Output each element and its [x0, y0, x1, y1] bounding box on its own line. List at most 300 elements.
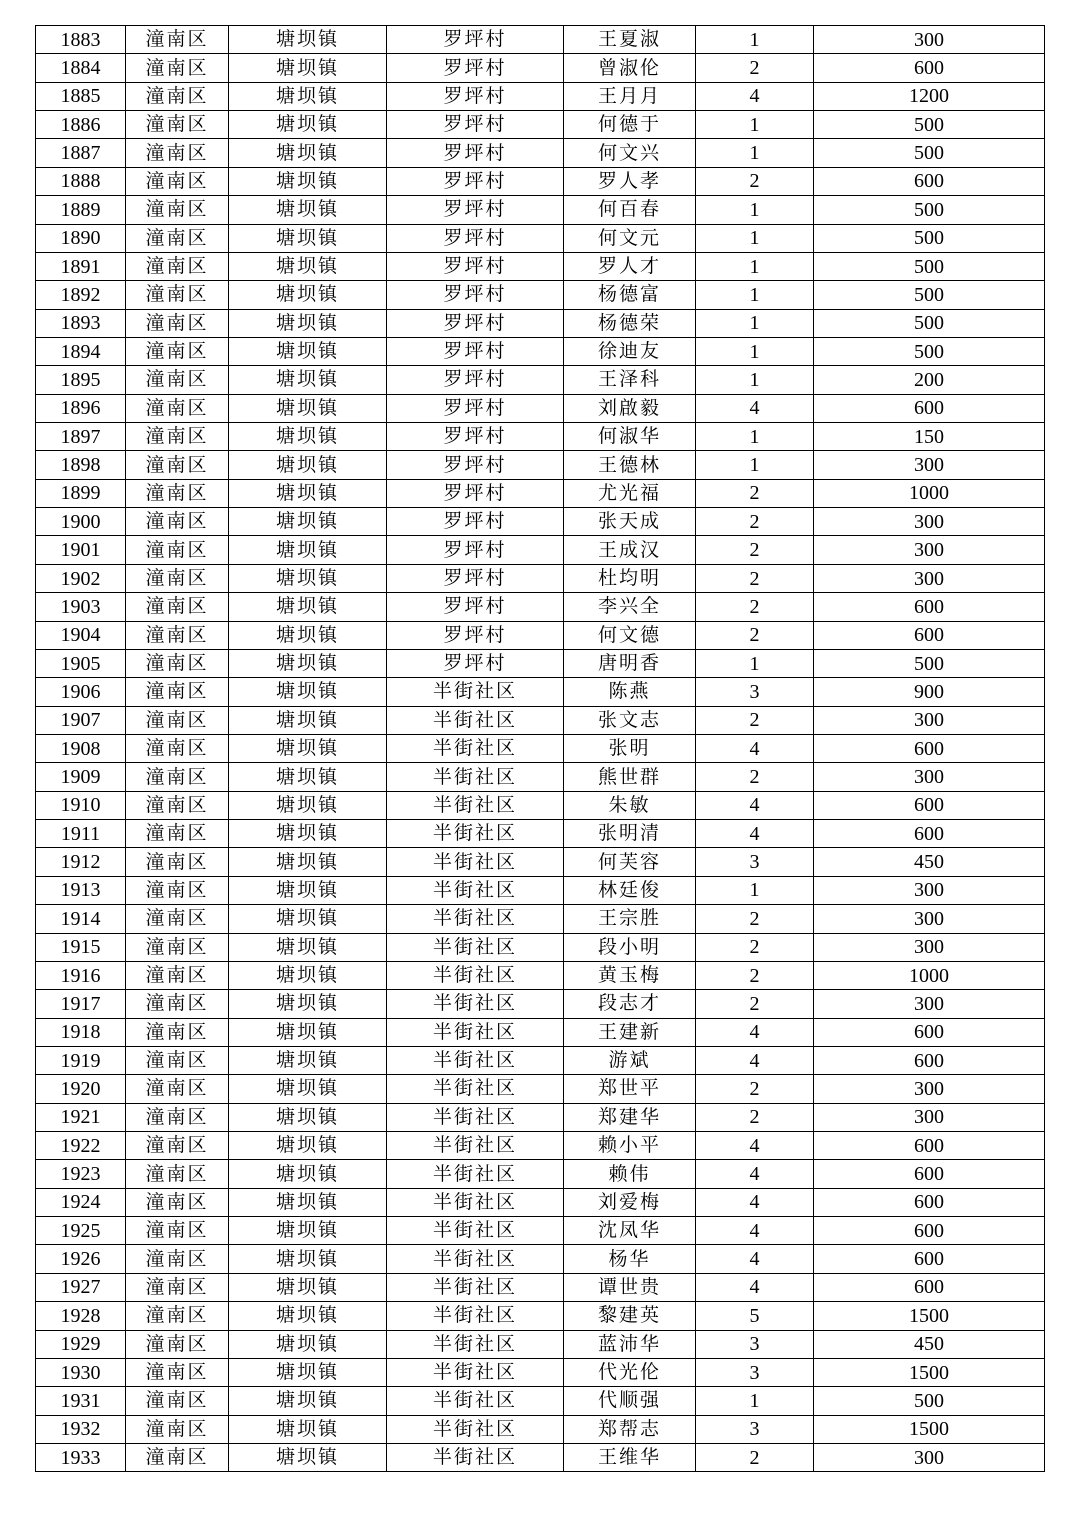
amount-cell: 300	[814, 763, 1045, 791]
table-row	[36, 990, 1045, 1018]
district-cell: 潼南区	[126, 1273, 229, 1301]
table-row	[36, 451, 1045, 479]
village-cell: 罗坪村	[387, 394, 564, 422]
serial-number-cell: 1893	[36, 309, 126, 337]
amount-cell: 450	[814, 1330, 1045, 1358]
household-size-cell: 3	[696, 678, 814, 706]
serial-number-cell: 1906	[36, 678, 126, 706]
serial-number-cell: 1917	[36, 990, 126, 1018]
serial-number-cell: 1902	[36, 564, 126, 592]
district-cell: 潼南区	[126, 876, 229, 904]
town-cell: 塘坝镇	[229, 26, 387, 54]
town-cell: 塘坝镇	[229, 366, 387, 394]
village-cell: 半街社区	[387, 1018, 564, 1046]
district-cell: 潼南区	[126, 82, 229, 110]
village-cell: 罗坪村	[387, 536, 564, 564]
village-cell: 罗坪村	[387, 366, 564, 394]
village-cell: 罗坪村	[387, 621, 564, 649]
district-cell: 潼南区	[126, 394, 229, 422]
amount-cell: 600	[814, 593, 1045, 621]
town-cell: 塘坝镇	[229, 423, 387, 451]
town-cell: 塘坝镇	[229, 1330, 387, 1358]
household-size-cell: 4	[696, 1245, 814, 1273]
name-cell: 王成汉	[564, 536, 696, 564]
household-size-cell: 2	[696, 167, 814, 195]
table-row	[36, 111, 1045, 139]
table-row	[36, 196, 1045, 224]
table-row	[36, 905, 1045, 933]
table-row	[36, 1217, 1045, 1245]
table-row	[36, 309, 1045, 337]
amount-cell: 500	[814, 252, 1045, 280]
town-cell: 塘坝镇	[229, 1217, 387, 1245]
name-cell: 何百春	[564, 196, 696, 224]
name-cell: 王宗胜	[564, 905, 696, 933]
household-size-cell: 2	[696, 990, 814, 1018]
name-cell: 杨德荣	[564, 309, 696, 337]
household-size-cell: 2	[696, 933, 814, 961]
name-cell: 王德林	[564, 451, 696, 479]
district-cell: 潼南区	[126, 1046, 229, 1074]
village-cell: 半街社区	[387, 1217, 564, 1245]
table-row	[36, 820, 1045, 848]
amount-cell: 300	[814, 536, 1045, 564]
town-cell: 塘坝镇	[229, 1245, 387, 1273]
village-cell: 罗坪村	[387, 196, 564, 224]
amount-cell: 500	[814, 111, 1045, 139]
name-cell: 陈燕	[564, 678, 696, 706]
district-cell: 潼南区	[126, 337, 229, 365]
amount-cell: 300	[814, 26, 1045, 54]
amount-cell: 500	[814, 196, 1045, 224]
household-size-cell: 1	[696, 649, 814, 677]
district-cell: 潼南区	[126, 1188, 229, 1216]
name-cell: 段小明	[564, 933, 696, 961]
district-cell: 潼南区	[126, 763, 229, 791]
district-cell: 潼南区	[126, 820, 229, 848]
household-size-cell: 1	[696, 281, 814, 309]
name-cell: 熊世群	[564, 763, 696, 791]
household-size-cell: 3	[696, 1358, 814, 1386]
amount-cell: 300	[814, 564, 1045, 592]
amount-cell: 300	[814, 508, 1045, 536]
amount-cell: 600	[814, 1273, 1045, 1301]
name-cell: 赖小平	[564, 1132, 696, 1160]
amount-cell: 300	[814, 1103, 1045, 1131]
serial-number-cell: 1897	[36, 423, 126, 451]
name-cell: 何芙容	[564, 848, 696, 876]
table-row	[36, 876, 1045, 904]
town-cell: 塘坝镇	[229, 820, 387, 848]
serial-number-cell: 1931	[36, 1387, 126, 1415]
name-cell: 张明清	[564, 820, 696, 848]
serial-number-cell: 1930	[36, 1358, 126, 1386]
name-cell: 赖伟	[564, 1160, 696, 1188]
amount-cell: 600	[814, 1132, 1045, 1160]
village-cell: 罗坪村	[387, 451, 564, 479]
household-size-cell: 1	[696, 224, 814, 252]
table-row	[36, 763, 1045, 791]
name-cell: 杜均明	[564, 564, 696, 592]
table-row	[36, 252, 1045, 280]
village-cell: 半街社区	[387, 1245, 564, 1273]
village-cell: 半街社区	[387, 706, 564, 734]
town-cell: 塘坝镇	[229, 1103, 387, 1131]
town-cell: 塘坝镇	[229, 224, 387, 252]
town-cell: 塘坝镇	[229, 1188, 387, 1216]
district-cell: 潼南区	[126, 508, 229, 536]
village-cell: 罗坪村	[387, 309, 564, 337]
town-cell: 塘坝镇	[229, 876, 387, 904]
serial-number-cell: 1921	[36, 1103, 126, 1131]
town-cell: 塘坝镇	[229, 1075, 387, 1103]
district-cell: 潼南区	[126, 678, 229, 706]
district-cell: 潼南区	[126, 1075, 229, 1103]
name-cell: 何文元	[564, 224, 696, 252]
name-cell: 何淑华	[564, 423, 696, 451]
serial-number-cell: 1898	[36, 451, 126, 479]
name-cell: 郑世平	[564, 1075, 696, 1103]
village-cell: 罗坪村	[387, 252, 564, 280]
serial-number-cell: 1901	[36, 536, 126, 564]
table-row	[36, 593, 1045, 621]
district-cell: 潼南区	[126, 309, 229, 337]
table-row	[36, 139, 1045, 167]
amount-cell: 1500	[814, 1415, 1045, 1443]
town-cell: 塘坝镇	[229, 394, 387, 422]
village-cell: 罗坪村	[387, 224, 564, 252]
serial-number-cell: 1916	[36, 961, 126, 989]
amount-cell: 450	[814, 848, 1045, 876]
town-cell: 塘坝镇	[229, 281, 387, 309]
household-size-cell: 4	[696, 1018, 814, 1046]
village-cell: 罗坪村	[387, 139, 564, 167]
amount-cell: 300	[814, 990, 1045, 1018]
serial-number-cell: 1927	[36, 1273, 126, 1301]
serial-number-cell: 1918	[36, 1018, 126, 1046]
serial-number-cell: 1887	[36, 139, 126, 167]
serial-number-cell: 1925	[36, 1217, 126, 1245]
village-cell: 半街社区	[387, 1075, 564, 1103]
village-cell: 半街社区	[387, 1188, 564, 1216]
table-row	[36, 706, 1045, 734]
district-cell: 潼南区	[126, 1443, 229, 1471]
table-row	[36, 848, 1045, 876]
household-size-cell: 2	[696, 593, 814, 621]
serial-number-cell: 1892	[36, 281, 126, 309]
name-cell: 张明	[564, 734, 696, 762]
town-cell: 塘坝镇	[229, 791, 387, 819]
table-row	[36, 1358, 1045, 1386]
amount-cell: 300	[814, 706, 1045, 734]
household-size-cell: 2	[696, 536, 814, 564]
name-cell: 何文兴	[564, 139, 696, 167]
household-size-cell: 2	[696, 508, 814, 536]
district-cell: 潼南区	[126, 1103, 229, 1131]
serial-number-cell: 1891	[36, 252, 126, 280]
district-cell: 潼南区	[126, 26, 229, 54]
name-cell: 曾淑伦	[564, 54, 696, 82]
serial-number-cell: 1932	[36, 1415, 126, 1443]
table-row	[36, 423, 1045, 451]
village-cell: 半街社区	[387, 1443, 564, 1471]
table-row	[36, 678, 1045, 706]
table-row	[36, 1160, 1045, 1188]
district-cell: 潼南区	[126, 423, 229, 451]
name-cell: 王建新	[564, 1018, 696, 1046]
household-size-cell: 4	[696, 1217, 814, 1245]
serial-number-cell: 1889	[36, 196, 126, 224]
table-body	[36, 26, 1045, 1472]
village-cell: 半街社区	[387, 763, 564, 791]
town-cell: 塘坝镇	[229, 479, 387, 507]
table-row	[36, 1046, 1045, 1074]
household-size-cell: 1	[696, 876, 814, 904]
village-cell: 罗坪村	[387, 111, 564, 139]
district-cell: 潼南区	[126, 536, 229, 564]
household-size-cell: 1	[696, 1387, 814, 1415]
serial-number-cell: 1926	[36, 1245, 126, 1273]
town-cell: 塘坝镇	[229, 678, 387, 706]
town-cell: 塘坝镇	[229, 593, 387, 621]
household-size-cell: 1	[696, 366, 814, 394]
table-row	[36, 1018, 1045, 1046]
town-cell: 塘坝镇	[229, 111, 387, 139]
name-cell: 林廷俊	[564, 876, 696, 904]
town-cell: 塘坝镇	[229, 848, 387, 876]
amount-cell: 300	[814, 1075, 1045, 1103]
town-cell: 塘坝镇	[229, 167, 387, 195]
household-size-cell: 4	[696, 1273, 814, 1301]
household-size-cell: 4	[696, 791, 814, 819]
town-cell: 塘坝镇	[229, 309, 387, 337]
amount-cell: 300	[814, 876, 1045, 904]
household-size-cell: 1	[696, 451, 814, 479]
name-cell: 刘啟毅	[564, 394, 696, 422]
name-cell: 王夏淑	[564, 26, 696, 54]
name-cell: 王月月	[564, 82, 696, 110]
household-size-cell: 2	[696, 1103, 814, 1131]
name-cell: 唐明香	[564, 649, 696, 677]
serial-number-cell: 1910	[36, 791, 126, 819]
amount-cell: 600	[814, 1046, 1045, 1074]
district-cell: 潼南区	[126, 961, 229, 989]
serial-number-cell: 1900	[36, 508, 126, 536]
town-cell: 塘坝镇	[229, 451, 387, 479]
serial-number-cell: 1924	[36, 1188, 126, 1216]
village-cell: 半街社区	[387, 1415, 564, 1443]
table-row	[36, 1273, 1045, 1301]
serial-number-cell: 1883	[36, 26, 126, 54]
town-cell: 塘坝镇	[229, 252, 387, 280]
name-cell: 杨德富	[564, 281, 696, 309]
village-cell: 半街社区	[387, 791, 564, 819]
serial-number-cell: 1933	[36, 1443, 126, 1471]
serial-number-cell: 1920	[36, 1075, 126, 1103]
household-size-cell: 4	[696, 734, 814, 762]
district-cell: 潼南区	[126, 593, 229, 621]
table-row	[36, 536, 1045, 564]
village-cell: 半街社区	[387, 1387, 564, 1415]
table-row	[36, 1387, 1045, 1415]
serial-number-cell: 1888	[36, 167, 126, 195]
village-cell: 罗坪村	[387, 54, 564, 82]
serial-number-cell: 1911	[36, 820, 126, 848]
household-size-cell: 1	[696, 196, 814, 224]
town-cell: 塘坝镇	[229, 933, 387, 961]
household-size-cell: 2	[696, 621, 814, 649]
village-cell: 半街社区	[387, 1302, 564, 1330]
village-cell: 半街社区	[387, 1103, 564, 1131]
village-cell: 罗坪村	[387, 508, 564, 536]
serial-number-cell: 1885	[36, 82, 126, 110]
town-cell: 塘坝镇	[229, 1415, 387, 1443]
household-size-cell: 1	[696, 111, 814, 139]
name-cell: 黎建英	[564, 1302, 696, 1330]
district-cell: 潼南区	[126, 621, 229, 649]
name-cell: 黄玉梅	[564, 961, 696, 989]
household-size-cell: 1	[696, 26, 814, 54]
serial-number-cell: 1922	[36, 1132, 126, 1160]
town-cell: 塘坝镇	[229, 54, 387, 82]
name-cell: 罗人孝	[564, 167, 696, 195]
household-size-cell: 1	[696, 337, 814, 365]
village-cell: 罗坪村	[387, 82, 564, 110]
district-cell: 潼南区	[126, 848, 229, 876]
name-cell: 罗人才	[564, 252, 696, 280]
household-size-cell: 2	[696, 706, 814, 734]
household-size-cell: 2	[696, 564, 814, 592]
table-row	[36, 734, 1045, 762]
amount-cell: 600	[814, 791, 1045, 819]
village-cell: 半街社区	[387, 1132, 564, 1160]
table-row	[36, 1245, 1045, 1273]
table-row	[36, 394, 1045, 422]
town-cell: 塘坝镇	[229, 1358, 387, 1386]
table-row	[36, 649, 1045, 677]
amount-cell: 600	[814, 820, 1045, 848]
district-cell: 潼南区	[126, 252, 229, 280]
table-row	[36, 54, 1045, 82]
serial-number-cell: 1923	[36, 1160, 126, 1188]
table-row	[36, 1330, 1045, 1358]
serial-number-cell: 1896	[36, 394, 126, 422]
serial-number-cell: 1915	[36, 933, 126, 961]
village-cell: 半街社区	[387, 848, 564, 876]
district-cell: 潼南区	[126, 224, 229, 252]
name-cell: 王泽科	[564, 366, 696, 394]
district-cell: 潼南区	[126, 1018, 229, 1046]
district-cell: 潼南区	[126, 1245, 229, 1273]
name-cell: 代光伦	[564, 1358, 696, 1386]
name-cell: 谭世贵	[564, 1273, 696, 1301]
name-cell: 张天成	[564, 508, 696, 536]
table-row	[36, 26, 1045, 54]
household-size-cell: 2	[696, 905, 814, 933]
table-row	[36, 479, 1045, 507]
name-cell: 代顺强	[564, 1387, 696, 1415]
household-size-cell: 3	[696, 848, 814, 876]
village-cell: 半街社区	[387, 1330, 564, 1358]
town-cell: 塘坝镇	[229, 763, 387, 791]
name-cell: 游斌	[564, 1046, 696, 1074]
amount-cell: 500	[814, 281, 1045, 309]
table-row	[36, 961, 1045, 989]
amount-cell: 600	[814, 167, 1045, 195]
household-size-cell: 4	[696, 82, 814, 110]
serial-number-cell: 1907	[36, 706, 126, 734]
town-cell: 塘坝镇	[229, 621, 387, 649]
town-cell: 塘坝镇	[229, 1302, 387, 1330]
name-cell: 杨华	[564, 1245, 696, 1273]
name-cell: 沈凤华	[564, 1217, 696, 1245]
amount-cell: 600	[814, 1188, 1045, 1216]
amount-cell: 600	[814, 54, 1045, 82]
amount-cell: 1500	[814, 1358, 1045, 1386]
amount-cell: 500	[814, 649, 1045, 677]
village-cell: 半街社区	[387, 961, 564, 989]
town-cell: 塘坝镇	[229, 1132, 387, 1160]
serial-number-cell: 1912	[36, 848, 126, 876]
name-cell: 蓝沛华	[564, 1330, 696, 1358]
table-row	[36, 1188, 1045, 1216]
town-cell: 塘坝镇	[229, 1160, 387, 1188]
amount-cell: 500	[814, 1387, 1045, 1415]
amount-cell: 1000	[814, 961, 1045, 989]
village-cell: 半街社区	[387, 1046, 564, 1074]
name-cell: 段志才	[564, 990, 696, 1018]
household-size-cell: 4	[696, 1132, 814, 1160]
district-cell: 潼南区	[126, 905, 229, 933]
town-cell: 塘坝镇	[229, 734, 387, 762]
town-cell: 塘坝镇	[229, 196, 387, 224]
serial-number-cell: 1914	[36, 905, 126, 933]
district-cell: 潼南区	[126, 111, 229, 139]
town-cell: 塘坝镇	[229, 1018, 387, 1046]
village-cell: 半街社区	[387, 990, 564, 1018]
serial-number-cell: 1908	[36, 734, 126, 762]
household-size-cell: 4	[696, 1160, 814, 1188]
name-cell: 徐迪友	[564, 337, 696, 365]
town-cell: 塘坝镇	[229, 649, 387, 677]
village-cell: 半街社区	[387, 905, 564, 933]
table-row	[36, 564, 1045, 592]
amount-cell: 600	[814, 1245, 1045, 1273]
district-cell: 潼南区	[126, 1132, 229, 1160]
serial-number-cell: 1909	[36, 763, 126, 791]
town-cell: 塘坝镇	[229, 990, 387, 1018]
town-cell: 塘坝镇	[229, 1387, 387, 1415]
village-cell: 罗坪村	[387, 649, 564, 677]
town-cell: 塘坝镇	[229, 536, 387, 564]
household-size-cell: 3	[696, 1415, 814, 1443]
table-row	[36, 167, 1045, 195]
household-size-cell: 4	[696, 1046, 814, 1074]
village-cell: 半街社区	[387, 678, 564, 706]
district-cell: 潼南区	[126, 1415, 229, 1443]
table-row	[36, 1132, 1045, 1160]
table-row	[36, 1103, 1045, 1131]
village-cell: 罗坪村	[387, 26, 564, 54]
name-cell: 王维华	[564, 1443, 696, 1471]
town-cell: 塘坝镇	[229, 1443, 387, 1471]
serial-number-cell: 1899	[36, 479, 126, 507]
table-row	[36, 621, 1045, 649]
amount-cell: 900	[814, 678, 1045, 706]
district-cell: 潼南区	[126, 734, 229, 762]
village-cell: 半街社区	[387, 1160, 564, 1188]
household-size-cell: 1	[696, 423, 814, 451]
